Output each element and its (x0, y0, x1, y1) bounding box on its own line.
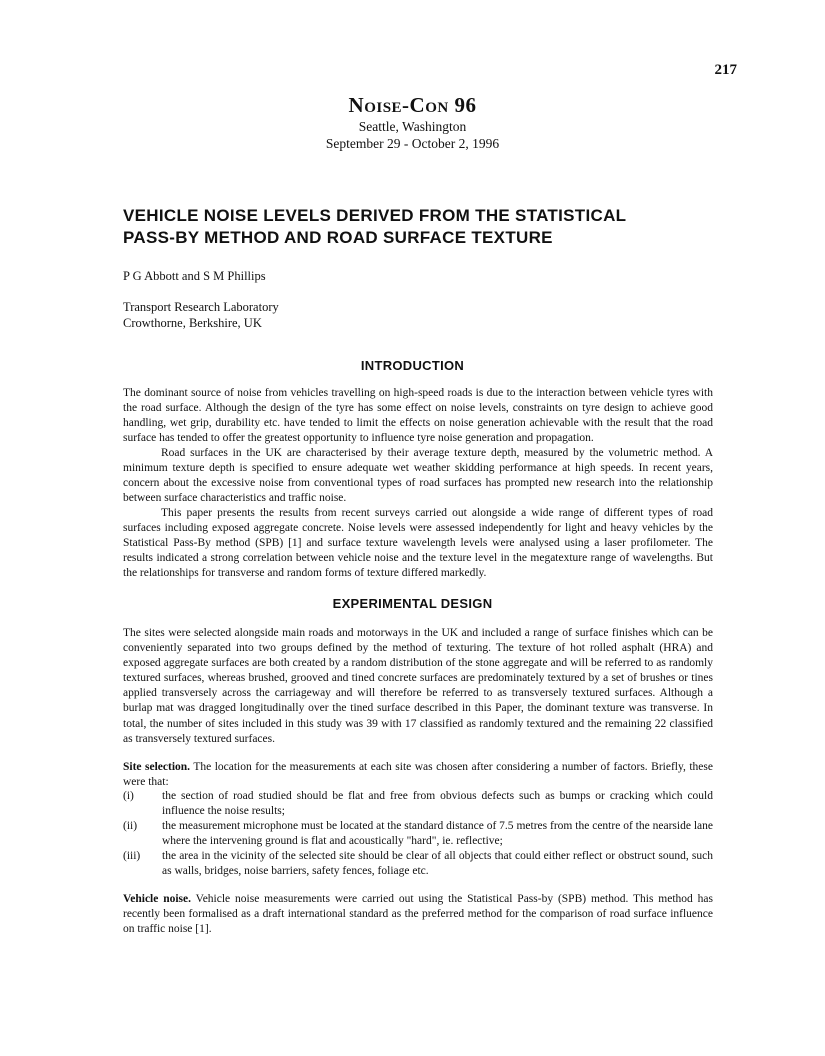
authors: P G Abbott and S M Phillips (123, 269, 266, 283)
conference-name: Noise-Con 96 (348, 93, 477, 117)
site-selection-label: Site selection. (123, 761, 191, 773)
affiliation-location: Crowthorne, Berkshire, UK (123, 316, 262, 330)
vehicle-noise-label: Vehicle noise. (123, 893, 192, 905)
paper-title (123, 205, 743, 249)
site-criteria-list (123, 789, 713, 880)
site-selection-paragraph (123, 760, 713, 790)
introduction-paragraph-3-text: This paper presents the results from recent surveys carried out alongside a wide range of different types of road surfaces including exposed aggregate concrete. Noise levels were assessed independently for light and heavy vehicles by the Statistical Pass-By method (SPB) [1] and surface texture wavelength levels were analysed using a laser profilometer. The results indicated a strong correlation between vehicle noise and the texture level in the megatexture range of wavelengths. But the relationships for transverse and random forms of texture differed markedly. (123, 507, 713, 580)
list-item-marker: (i) (123, 790, 134, 802)
conference-header (0, 93, 825, 152)
list-item-marker: (iii) (123, 850, 141, 863)
conference-dates: September 29 - October 2, 1996 (325, 136, 500, 151)
affiliation-institution: Transport Research Laboratory (123, 300, 279, 314)
introduction-heading: INTRODUCTION (360, 358, 465, 373)
introduction-paragraph-2 (123, 446, 713, 506)
page-number: 217 (714, 62, 737, 78)
paper-title-line-2: PASS-BY METHOD AND ROAD SURFACE TEXTURE (123, 228, 553, 247)
list-item (123, 849, 713, 879)
list-item-text: the measurement microphone must be located at the standard distance of 7.5 metres from the centre of the nearside lane where the intervening ground is flat and acoustically "hard", ie. reflective; (162, 820, 713, 848)
conference-location: Seattle, Washington (358, 119, 467, 134)
site-selection-text: The location for the measurements at each site was chosen after considering a number of factors. Briefly, these were that: (123, 761, 713, 789)
vehicle-noise-paragraph (123, 892, 713, 937)
list-item-marker: (ii) (123, 820, 138, 833)
list-item-text: the area in the vicinity of the selected site should be clear of all objects that could either reflect or obstruct sound, such as walls, bridges, noise barriers, safety fences, foliage etc. (162, 850, 713, 878)
introduction-paragraph-3 (123, 506, 713, 581)
experimental-design-heading: EXPERIMENTAL DESIGN (332, 596, 493, 611)
introduction-paragraph-2-text: Road surfaces in the UK are characterised by their average texture depth, measured by the volumetric method. A minimum texture depth is specified to ensure adequate wet weather skidding performance at high speeds. In recent years, concern about the excessive noise from conventional types of road surfaces has prompted new research into the relationship between surface characteristics and traffic noise. (123, 447, 713, 505)
paper-title-line-1: VEHICLE NOISE LEVELS DERIVED FROM THE STATISTICAL (123, 206, 627, 225)
experimental-design-paragraph-1: The sites were selected alongside main roads and motorways in the UK and included a range of surface finishes which can be conveniently separated into two groups defined by the method of texturing. The texture of hot rolled asphalt (HRA) and exposed aggregate surfaces are both created by a random distribution of the stone aggregate and will be referred to as randomly textured surfaces, whereas brushed, grooved and tined concrete surfaces are predominately textured by a set of brushes or tines applied transversely across the carriageway and will therefore be referred to as transversely textured surfaces. Although a burlap mat was dragged longitudinally over the tined surface described in this Paper, the dominant texture was transverse. In total, the number of sites included in this study was 39 with 17 classified as randomly textured and the remaining 22 classified as transversely textured surfaces. (123, 627, 713, 745)
affiliation (123, 299, 279, 331)
list-item (123, 819, 713, 849)
list-item (123, 789, 713, 819)
vehicle-noise-text: Vehicle noise measurements were carried out using the Statistical Pass-by (SPB) method. This method has recently been formalised as a draft international standard as the preferred method for the comparison of road surface influence on traffic noise [1]. (123, 893, 713, 936)
introduction-paragraph-1: The dominant source of noise from vehicles travelling on high-speed roads is due to the interaction between vehicle tyres with the road surface. Although the design of the tyre has some effect on noise levels, constraints on tyre design to achieve good handling, wet grip, durability etc. have tended to limit the effects on noise generation achievable with the result that the road surface has tended to offer the greatest opportunity to influence tyre noise generation and propagation. (123, 387, 713, 445)
list-item-text: the section of road studied should be flat and free from obvious defects such as bumps or cracking which could influence the noise results; (162, 790, 713, 818)
